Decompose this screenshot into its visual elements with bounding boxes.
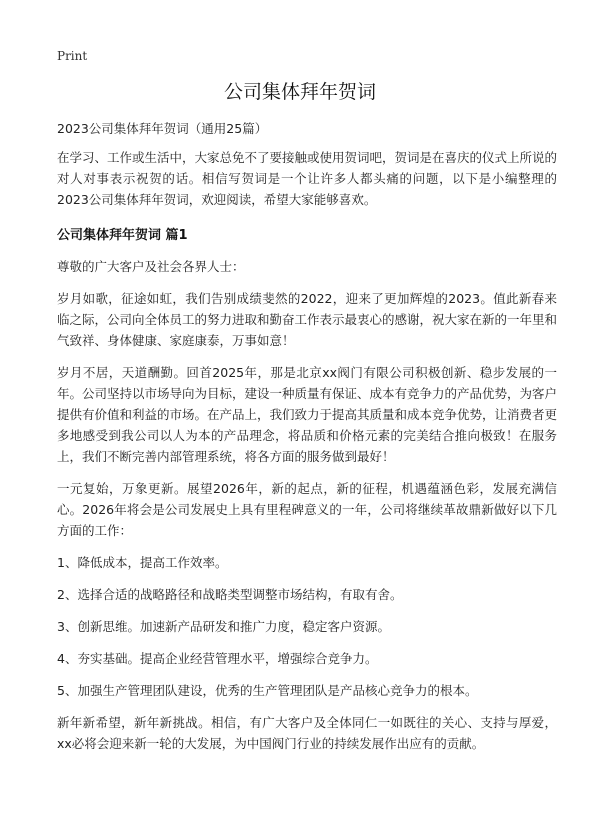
closing-paragraph: 新年新希望，新年新挑战。相信，有广大客户及全体同仁一如既往的关心、支持与厚爱，xx必将会迎来新一轮的大发展，为中国阀门行业的持续发展作出应有的贡献。 [57, 715, 557, 751]
body-paragraph-3: 一元复始，万象更新。展望2026年，新的起点，新的征程，机遇蕴涵色彩，发展充满信心。2026年将会是公司发展史上具有里程碑意义的一年，公司将继续革故鼎新做好以下几方面的工作： [57, 481, 557, 538]
greeting-paragraph: 尊敬的广大客户及社会各界人士： [57, 259, 245, 274]
section-heading: 公司集体拜年贺词 篇1 [57, 228, 188, 243]
document-body [57, 120, 557, 765]
list-item-1: 1、降低成本，提高工作效率。 [57, 555, 228, 570]
body-paragraph-2: 岁月不居，天道酬勤。回首2025年，那是北京xx阀门有限公司积极创新、稳步发展的一年。公司坚持以市场导向为目标，建设一种质量有保证、成本有竞争力的产品优势，为客户提供有价值和利益的市场。在产品上，我们致力于提高其质量和成本竞争优势，让消费者更多地感受到我公司以人为本的产品理念，将品质和价格元素的完美结合推向极致！在服务上，我们不断完善内部管理系统，将各方面的服务做到最好！ [57, 365, 558, 464]
intro-paragraph: 在学习、工作或生活中，大家总免不了要接触或使用贺词吧，贺词是在喜庆的仪式上所说的对人对事表示祝贺的话。相信写贺词是一个让许多人都头痛的问题，以下是小编整理的2023公司集体拜年贺词，欢迎阅读，希望大家能够喜欢。 [57, 150, 558, 207]
body-paragraph-1: 岁月如歌，征途如虹，我们告别成绩斐然的2022，迎来了更加辉煌的2023。值此新春来临之际，公司向全体员工的努力进取和勤奋工作表示最衷心的感谢，祝大家在新的一年里和气致祥、身体健康、家庭康泰，万事如意！ [57, 291, 558, 348]
list-item-2: 2、选择合适的战略路径和战略类型调整市场结构，有取有舍。 [57, 587, 403, 602]
list-item-4: 4、夯实基础。提高企业经营管理水平，增强综合竞争力。 [57, 651, 378, 666]
print-link[interactable]: Print [57, 49, 88, 63]
list-item-5: 5、加强生产管理团队建设，优秀的生产管理团队是产品核心竞争力的根本。 [57, 683, 478, 698]
list-item-3: 3、创新思维。加速新产品研发和推广力度，稳定客户资源。 [57, 619, 390, 634]
document-subtitle: 2023公司集体拜年贺词（通用25篇） [57, 121, 268, 136]
document-title: 公司集体拜年贺词 [223, 81, 376, 103]
